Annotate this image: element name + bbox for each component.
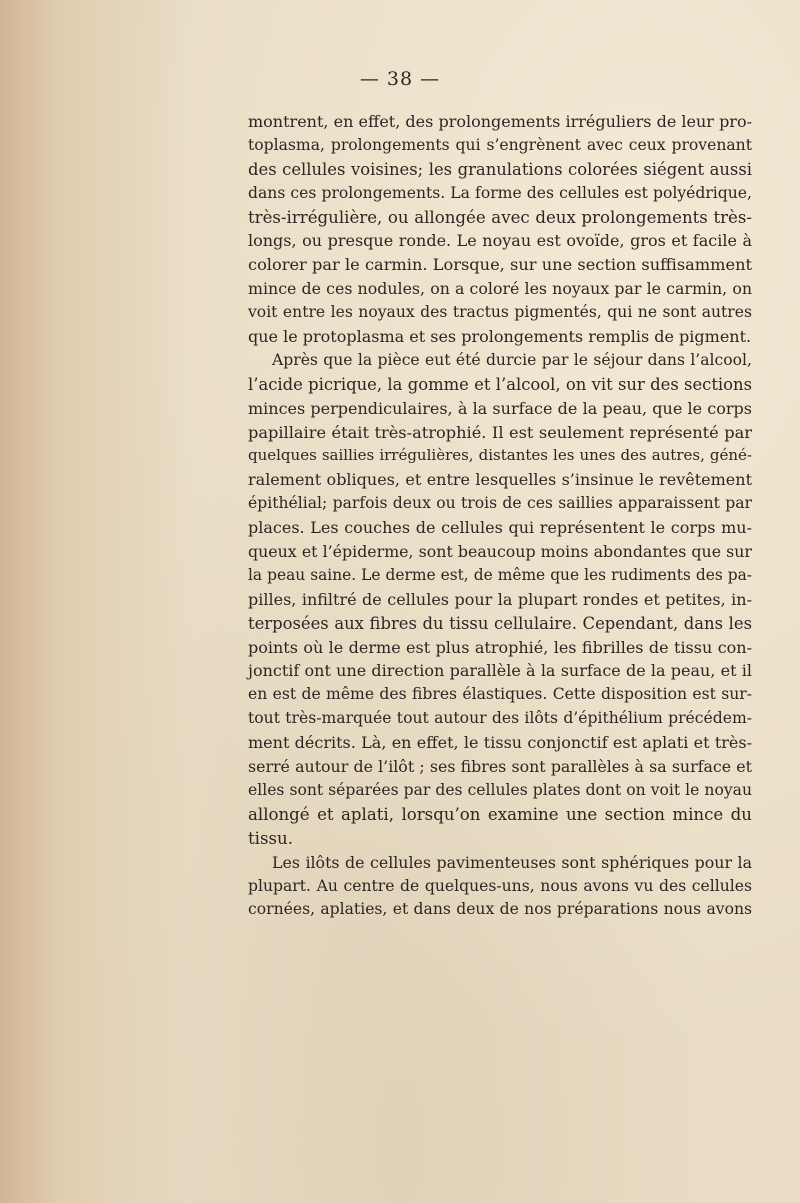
text-line: l’acide picrique, la gomme et l’alcool, on vit sur des sections	[248, 374, 752, 394]
text-line: toplasma, prolongements qui s’engrènent avec ceux provenant	[248, 135, 752, 154]
page-number: — 38 —	[359, 68, 441, 90]
text-line: voit entre les noyaux des tractus pigmentés, qui ne sont autres	[248, 303, 752, 322]
paragraph-2	[248, 349, 752, 851]
paragraph-1	[248, 110, 752, 349]
text-line: Les ilôts de cellules pavimenteuses sont sphériques pour la	[272, 852, 752, 872]
text-line: allongé et aplati, lorsqu’on examine une section mince du	[248, 804, 752, 824]
text-line: très-irrégulière, ou allongée avec deux prolongements très-	[248, 207, 752, 227]
text-line: cornées, aplaties, et dans deux de nos préparations nous avons	[248, 900, 752, 919]
text-line: dans ces prolongements. La forme des cellules est polyédrique,	[248, 183, 752, 202]
text-line: minces perpendiculaires, à la surface de la peau, que le corps	[248, 398, 752, 418]
body-text	[248, 110, 752, 922]
text-line: colorer par le carmin. Lorsque, sur une section suffisamment	[248, 255, 752, 275]
text-line: ralement obliques, et entre lesquelles s’insinue le revêtement	[248, 470, 752, 490]
text-line: places. Les couches de cellules qui représentent le corps mu-	[248, 518, 752, 538]
text-line: papillaire était très-atrophié. Il est seulement représenté par	[248, 422, 752, 442]
paragraph-3	[248, 851, 752, 923]
text-line: serré autour de l’ilôt ; ses fibres sont parallèles à sa surface et	[248, 757, 752, 777]
text-line: points où le derme est plus atrophié, les fibrilles de tissu con-	[248, 637, 752, 657]
text-line: queux et l’épiderme, sont beaucoup moins abondantes que sur	[248, 542, 752, 562]
text-line: terposées aux fibres du tissu cellulaire. Cependant, dans les	[248, 613, 752, 633]
text-line: épithélial; parfois deux ou trois de ces saillies apparaissent par	[248, 494, 752, 513]
text-line: Après que la pièce eut été durcie par le séjour dans l’alcool,	[272, 350, 752, 369]
text-line: des cellules voisines; les granulations colorées siégent aussi	[248, 159, 752, 179]
text-line: tout très-marquée tout autour des ilôts d’épithélium précédem-	[248, 709, 752, 728]
text-line: longs, ou presque ronde. Le noyau est ovoïde, gros et facile à	[248, 231, 752, 251]
text-line: plupart. Au centre de quelques-uns, nous avons vu des cellules	[248, 876, 752, 895]
text-line: tissu.	[248, 828, 293, 848]
text-line: mince de ces nodules, on a coloré les noyaux par le carmin, on	[248, 279, 752, 299]
text-line: la peau saine. Le derme est, de même que les rudiments des pa-	[248, 565, 752, 584]
text-line: elles sont séparées par des cellules plates dont on voit le noyau	[248, 780, 752, 799]
text-line: quelques saillies irrégulières, distantes les unes des autres, géné-	[248, 446, 752, 465]
text-line: ment décrits. Là, en effet, le tissu conjonctif est aplati et très-	[248, 733, 752, 753]
text-line: pilles, infiltré de cellules pour la plupart rondes et petites, in-	[248, 589, 752, 609]
text-line: en est de même des fibres élastiques. Cette disposition est sur-	[248, 685, 752, 704]
text-line: jonctif ont une direction parallèle à la surface de la peau, et il	[248, 661, 752, 681]
text-line: montrent, en effet, des prolongements irréguliers de leur pro-	[248, 112, 752, 131]
text-line: que le protoplasma et ses prolongements remplis de pigment.	[248, 327, 752, 347]
